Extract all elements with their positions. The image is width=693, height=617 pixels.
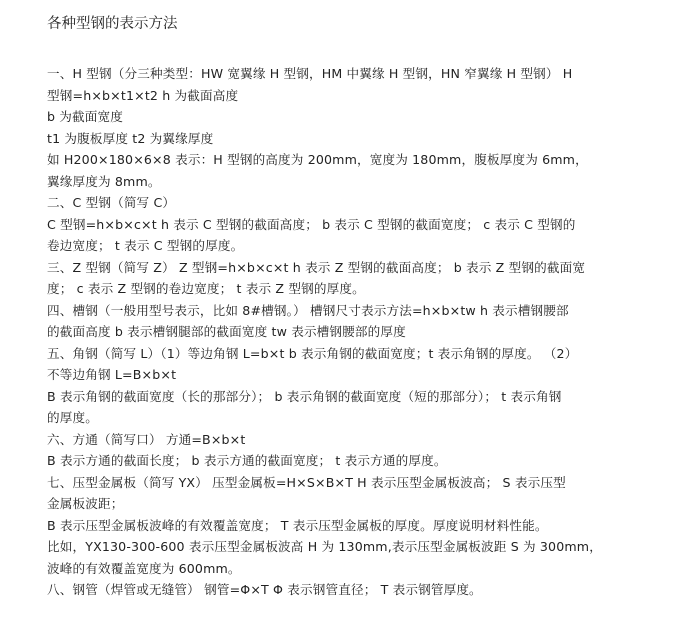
text-line: 六、方通（简写口） 方通=B×b×t [47, 431, 246, 447]
text-line: B 表示压型金属板波峰的有效覆盖宽度； T 表示压型金属板的厚度。厚度说明材料性能。 [47, 517, 548, 533]
text-line: 八、钢管（焊管或无缝管） 钢管=Φ×T Φ 表示钢管直径； T 表示钢管厚度。 [47, 582, 482, 597]
text-line: 的截面高度 b 表示槽钢腿部的截面宽度 tw 表示槽钢腰部的厚度 [47, 324, 406, 339]
text-line: 波峰的有效覆盖宽度为 600mm。 [47, 560, 241, 576]
text-line: 翼缘厚度为 8mm。 [47, 173, 161, 189]
document-body [47, 63, 647, 601]
text-line: 二、C 型钢（简写 C） [47, 195, 176, 210]
text-line: 四、槽钢（一般用型号表示，比如 8#槽钢。） 槽钢尺寸表示方法=h×b×tw h 表示槽钢腰部 [47, 302, 569, 318]
text-line: 五、角钢（简写 L）（1）等边角钢 L=b×t b 表示角钢的截面宽度；t 表示角钢的厚度。 （2） [47, 345, 578, 361]
text-line: 卷边宽度； t 表示 C 型钢的厚度。 [47, 238, 244, 253]
text-line: 不等边角钢 L=B×b×t [47, 367, 177, 382]
text-line: 比如，YX130-300-600 表示压型金属板波高 H 为 130mm,表示压型金属板波距 S 为 300mm， [47, 539, 602, 554]
text-line: 三、Z 型钢（简写 Z） Z 型钢=h×b×c×t h 表示 Z 型钢的截面高度； b 表示 Z 型钢的截面宽 [47, 259, 586, 275]
text-line: t1 为腹板厚度 t2 为翼缘厚度 [47, 130, 214, 146]
text-line: 如 H200×180×6×8 表示：H 型钢的高度为 200mm，宽度为 180mm，腹板厚度为 6mm， [47, 152, 588, 167]
text-line: B 表示方通的截面长度； b 表示方通的截面宽度； t 表示方通的厚度。 [47, 453, 447, 468]
text-line: C 型钢=h×b×c×t h 表示 C 型钢的截面高度； b 表示 C 型钢的截面宽度； c 表示 C 型钢的 [47, 216, 576, 232]
text-line: 型钢=h×b×t1×t2 h 为截面高度 [47, 87, 239, 103]
text-line: 度； c 表示 Z 型钢的卷边宽度； t 表示 Z 型钢的厚度。 [47, 281, 365, 296]
text-line: B 表示角钢的截面宽度（长的那部分）； b 表示角钢的截面宽度（短的那部分）； t 表示角钢 [47, 388, 562, 404]
text-line: 七、压型金属板（简写 YX） 压型金属板=H×S×B×T H 表示压型金属板波高； S 表示压型 [47, 474, 566, 490]
text-line: 一、H 型钢（分三种类型：HW 宽翼缘 H 型钢，HM 中翼缘 H 型钢，HN 窄翼缘 H 型钢） H [47, 66, 573, 81]
text-line: b 为截面宽度 [47, 109, 124, 124]
text-line: 的厚度。 [47, 410, 98, 425]
text-line: 金属板波距； [47, 496, 124, 511]
document-title: 各种型钢的表示方法 [47, 16, 178, 32]
